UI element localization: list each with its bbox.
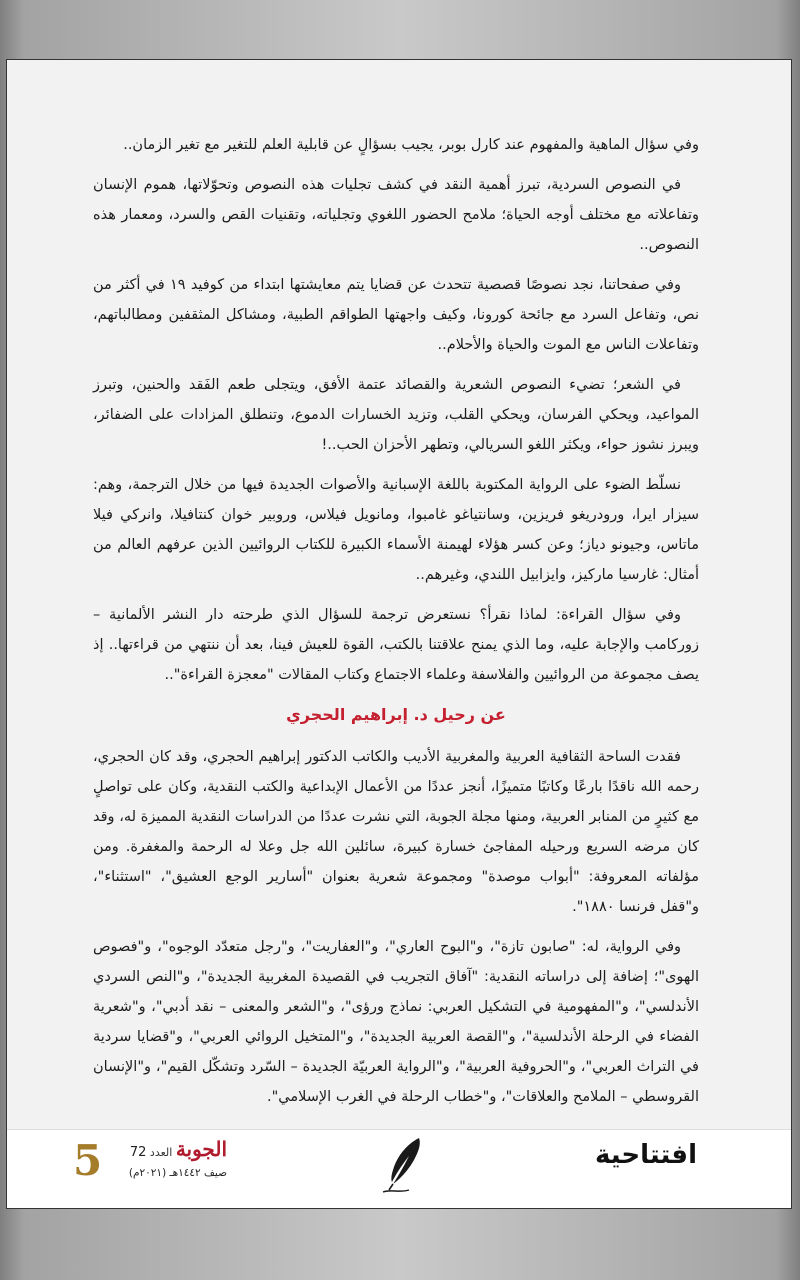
magazine-masthead bbox=[107, 1138, 227, 1182]
issue-number: 72 bbox=[129, 1145, 147, 1160]
article-paragraph: فقدت الساحة الثقافية العربية والمغربية الأديب والكاتب الدكتور إبراهيم الحجري، وقد كان الحجري، رحمه الله ناقدًا بارعًا وكاتبًا متميزًا، أنجز عددًا من الأعمال الإبداعية والكتب النقدية، وكان على تواصلٍ مع كثيرٍ من المنابر العربية، ومنها مجلة الجوبة، التي نشرت عددًا من الدراسات النقدية المميزة له، وقد كان مرضه السريع ورحيله المفاجئ خسارة كبيرة، سائلين الله جل وعلا له الرحمة والمغفرة. ومن مؤلفاته المعروفة: "أبواب موصدة" ومجموعة شعرية بعنوان "أسارير الوجع العشيق"، "استثناء"، و"قفل فرنسا ١٨٨٠". bbox=[93, 749, 699, 915]
article-paragraph: في الشعر؛ تضيء النصوص الشعرية والقصائد عتمة الأفق، ويتجلى طعم الفَقد والحنين، وتبرز المواعيد، ويحكي الفرسان، ويحكي القلب، وتزيد الخسارات الدموع، وتنطلق المزادات على الضفائر، ويبرز نشوز حواء، ويكثر اللغو السريالي، وتطهر الأحزان الحب..! bbox=[93, 377, 699, 453]
editorial-article bbox=[93, 130, 699, 1122]
magazine-name: الجوبة bbox=[175, 1137, 227, 1161]
magazine-page bbox=[6, 59, 792, 1209]
article-paragraph: وفي سؤال القراءة: لماذا نقرأ؟ نستعرض ترجمة للسؤال الذي طرحته دار النشر الألمانية – زوركامب والإجابة عليه، وما الذي يمنح علاقتنا بالكتب، القوة للعيش فينا، بعد أن ننتهي من قراءتها.. إذ يصف مجموعة من الروائيين والفلاسفة وعلماء الاجتماع وكتاب المقالات "معجزة القراءة".. bbox=[93, 607, 699, 683]
article-paragraph: وفي الرواية، له: "صابون تازة"، و"البوح العاري"، و"العفاريت"، و"رجل متعدّد الوجوه"، و"فصوص الهوى"؛ إضافة إلى دراساته النقدية: "آفاق التجريب في القصيدة المغربية الجديدة"، و"النص السردي الأندلسي"، و"المفهومية في التشكيل العربي: نماذج ورؤى"، و"الشعر والمعنى – نقد أدبي"، و"شعرية الفضاء في الرحلة الأندلسية"، و"القصة العربية الجديدة"، و"المتخيل الروائي العربي"، و"قضايا سردية في التراث العربي"، و"الحروفية العربية"، و"الرواية العربيّة الجديدة – السّرد وتشكّل القيم"، و"الإنسان القروسطي – الملامح والعلاقات"، و"خطاب الرحلة في الغرب الإسلامي". bbox=[93, 939, 699, 1105]
article-paragraph: نسلّط الضوء على الرواية المكتوبة باللغة الإسبانية والأصوات الجديدة فيها من خلال الترجمة، وهم: سيزار ايرا، ورودريغو فريزين، وسانتياغو غامبوا، ومانويل فيلاس، وروبير خوان كنتافيلا، وانركي فيلا ماتاس، وجيونو دياز؛ وعن كسر هؤلاء لهيمنة الأسماء الكبيرة للكتاب الروائيين الذين عرفهم العالم من أمثال: غارسيا ماركيز، وايزابيل اللندي، وغيرهم.. bbox=[93, 477, 699, 583]
section-label: افتتاحية bbox=[594, 1140, 697, 1170]
article-paragraph: وفي سؤال الماهية والمفهوم عند كارل بوبر، يجيب بسؤالٍ عن قابلية العلم للتغير مع تغير الزمان.. bbox=[123, 137, 699, 153]
issue-label: العدد bbox=[149, 1146, 173, 1159]
article-paragraph: وفي صفحاتنا، نجد نصوصًا قصصية تتحدث عن قضايا يتم معايشتها ابتداء من كوفيد ١٩ في أكثر من نص، وتفاعل السرد مع جائحة كورونا، وكيف واجهتها الطواقم الطبية، ومشاكل المثقفين ومطالباتهم، وتفاعلات الناس مع الموت والحياة والأحلام.. bbox=[93, 277, 699, 353]
page-number: 5 bbox=[73, 1136, 103, 1185]
section-heading: عن رحيل د. إبراهيم الحجري bbox=[286, 705, 506, 724]
page-footer bbox=[7, 1129, 791, 1208]
article-paragraph: في النصوص السردية، تبرز أهمية النقد في كشف تجليات هذه النصوص وتحوّلاتها، هموم الإنسان وتفاعلاته مع مختلف أوجه الحياة؛ ملامح الحضور اللغوي وتجلياته، وتقنيات القص والسرد، ومعمار هذه النصوص.. bbox=[93, 177, 699, 253]
quill-pen-icon bbox=[379, 1136, 425, 1196]
issue-date: صيف ١٤٤٢هـ (٢٠٢١م) bbox=[128, 1167, 227, 1179]
